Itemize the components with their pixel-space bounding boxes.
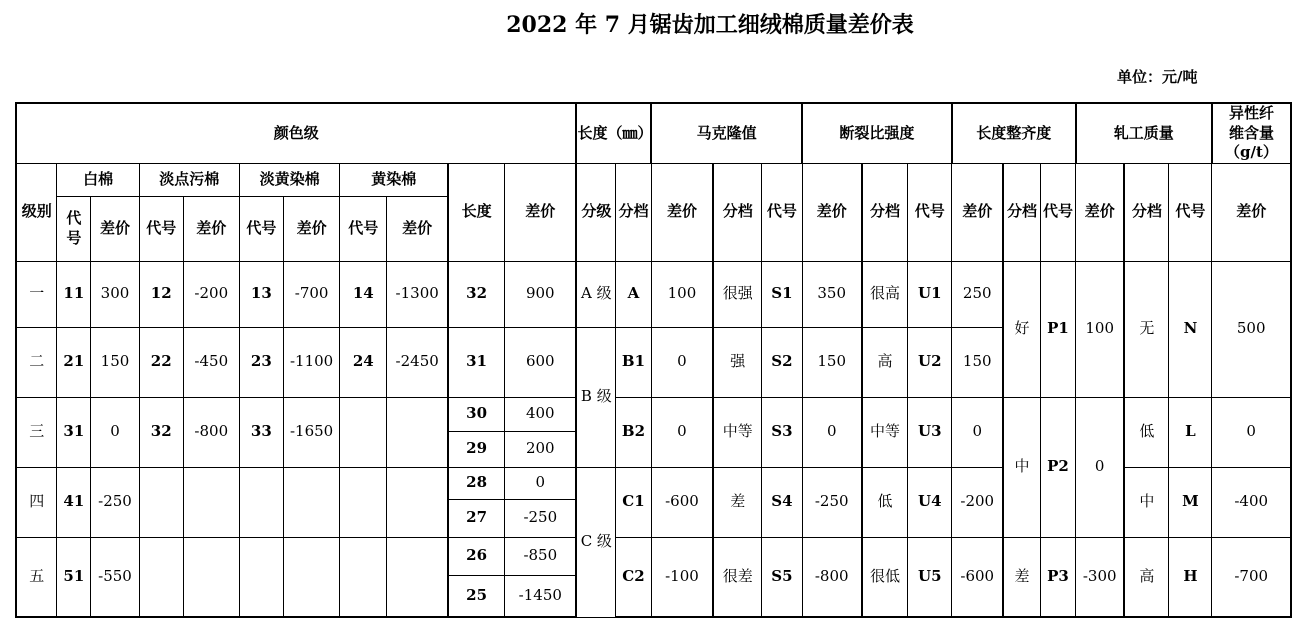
uni-diff: 0: [952, 397, 1003, 467]
spotted-diff-header: 差价: [183, 196, 239, 261]
ff-tier: 低: [1124, 397, 1169, 467]
mic-tier: C2: [616, 537, 652, 617]
grade-cell: 二: [16, 327, 57, 397]
uni-tier: 中等: [862, 397, 908, 467]
yellow-code: 14: [340, 261, 387, 327]
header-row-groups: [16, 103, 1291, 163]
gin-tier: 差: [1003, 537, 1040, 617]
length-diff: -850: [505, 537, 577, 575]
spotted-diff: [183, 467, 239, 537]
grade-cell: 三: [16, 397, 57, 467]
tinged-diff: -700: [283, 261, 339, 327]
uni-tier: 很低: [862, 537, 908, 617]
length-col-header: 长度: [448, 163, 505, 261]
str-code: S5: [762, 537, 802, 617]
length-diff: 600: [505, 327, 577, 397]
mic-tier: A: [616, 261, 652, 327]
length-value: 25: [448, 575, 505, 617]
gin-diff: 100: [1076, 261, 1124, 397]
grade-column-header: 级别: [16, 163, 57, 261]
page-title: 2022 年 7 月锯齿加工细绒棉质量差价表: [506, 12, 914, 38]
white-diff-header: 差价: [91, 196, 139, 261]
spotted-diff: [183, 537, 239, 617]
length-header: 长度（㎜）: [576, 103, 651, 163]
yellow-diff: [387, 537, 448, 617]
ff-diff: 0: [1212, 397, 1291, 467]
white-diff: 150: [91, 327, 139, 397]
str-code: S2: [762, 327, 802, 397]
mic-tier: B1: [616, 327, 652, 397]
mic-level: B 级: [576, 327, 615, 467]
length-diff: 900: [505, 261, 577, 327]
white-code-header: 代号: [57, 196, 91, 261]
white-code: 11: [57, 261, 91, 327]
tinged-code-header: 代号: [239, 196, 283, 261]
grade-cell: 五: [16, 537, 57, 617]
white-code: 21: [57, 327, 91, 397]
str-diff: 150: [802, 327, 862, 397]
ff-code: N: [1169, 261, 1212, 397]
spotted-diff: -200: [183, 261, 239, 327]
uni-tier: 很高: [862, 261, 908, 327]
length-value: 31: [448, 327, 505, 397]
length-value: 27: [448, 499, 505, 537]
table-row: [16, 397, 1291, 431]
mic-diff: 100: [651, 261, 713, 327]
ff-code-header: 代号: [1169, 163, 1212, 261]
tinged-diff: -1100: [283, 327, 339, 397]
micronaire-header: 马克隆值: [651, 103, 802, 163]
yellow-code: [340, 467, 387, 537]
white-code: 41: [57, 467, 91, 537]
mic-tier: C1: [616, 467, 652, 537]
ff-code: H: [1169, 537, 1212, 617]
length-value: 28: [448, 467, 505, 499]
white-code: 51: [57, 537, 91, 617]
spotted-code: 12: [139, 261, 183, 327]
uni-diff: 150: [952, 327, 1003, 397]
length-diff-header: 差价: [505, 163, 577, 261]
tinged-code: [239, 467, 283, 537]
yellow-diff-header: 差价: [387, 196, 448, 261]
str-code: S4: [762, 467, 802, 537]
white-diff: 0: [91, 397, 139, 467]
ff-tier: 高: [1124, 537, 1169, 617]
str-tier: 很差: [713, 537, 762, 617]
ff-tier-header: 分档: [1124, 163, 1169, 261]
spotted-code: [139, 537, 183, 617]
mic-tier-header: 分档: [616, 163, 652, 261]
grade-cell: 一: [16, 261, 57, 327]
gin-tier-header: 分档: [1003, 163, 1040, 261]
mic-diff: 0: [651, 397, 713, 467]
mic-level-header: 分级: [576, 163, 615, 261]
white-diff: -250: [91, 467, 139, 537]
str-diff: 0: [802, 397, 862, 467]
uni-code: U2: [908, 327, 952, 397]
mic-level: A 级: [576, 261, 615, 327]
tinged-diff: -1650: [283, 397, 339, 467]
str-diff: -800: [802, 537, 862, 617]
tinged-diff: [283, 537, 339, 617]
white-cotton-header: 白棉: [57, 163, 139, 196]
yellow-diff: [387, 467, 448, 537]
tinged-code: 33: [239, 397, 283, 467]
uni-code: U4: [908, 467, 952, 537]
tinged-code: 23: [239, 327, 283, 397]
tinged-code: 13: [239, 261, 283, 327]
header-row-subgroups: [16, 163, 1291, 196]
gin-code-header: 代号: [1040, 163, 1075, 261]
yellow-code: 24: [340, 327, 387, 397]
white-diff: -550: [91, 537, 139, 617]
uni-diff: -600: [952, 537, 1003, 617]
length-value: 26: [448, 537, 505, 575]
gin-diff-header: 差价: [1076, 163, 1124, 261]
length-diff: 0: [505, 467, 577, 499]
uni-code: U1: [908, 261, 952, 327]
ff-code: L: [1169, 397, 1212, 467]
grade-cell: 四: [16, 467, 57, 537]
uni-tier: 高: [862, 327, 908, 397]
uni-diff-header: 差价: [952, 163, 1003, 261]
mic-diff-header: 差价: [651, 163, 713, 261]
uniformity-header: 长度整齐度: [952, 103, 1076, 163]
white-code: 31: [57, 397, 91, 467]
yellow-stained-header: 黄染棉: [340, 163, 448, 196]
length-value: 30: [448, 397, 505, 431]
gin-tier: 中: [1003, 397, 1040, 537]
spotted-code: 22: [139, 327, 183, 397]
ff-diff: -400: [1212, 467, 1291, 537]
str-tier: 中等: [713, 397, 762, 467]
table-row: [16, 261, 1291, 327]
tinged-code: [239, 537, 283, 617]
length-value: 29: [448, 431, 505, 467]
gin-code: P1: [1040, 261, 1075, 397]
tinged-diff-header: 差价: [283, 196, 339, 261]
gin-code: P2: [1040, 397, 1075, 537]
mic-level: C 级: [576, 467, 615, 617]
mic-diff: -600: [651, 467, 713, 537]
white-diff: 300: [91, 261, 139, 327]
uni-code: U5: [908, 537, 952, 617]
color-grade-header: 颜色级: [16, 103, 576, 163]
yellow-code: [340, 537, 387, 617]
ff-diff: -700: [1212, 537, 1291, 617]
str-tier-header: 分档: [713, 163, 762, 261]
tinged-cotton-header: 淡黄染棉: [239, 163, 340, 196]
gin-code: P3: [1040, 537, 1075, 617]
table-row: [16, 537, 1291, 575]
ff-tier: 中: [1124, 467, 1169, 537]
uni-diff: -200: [952, 467, 1003, 537]
yellow-code-header: 代号: [340, 196, 387, 261]
ff-tier: 无: [1124, 261, 1169, 397]
uni-tier-header: 分档: [862, 163, 908, 261]
uni-tier: 低: [862, 467, 908, 537]
yellow-diff: -2450: [387, 327, 448, 397]
spotted-code-header: 代号: [139, 196, 183, 261]
str-tier: 差: [713, 467, 762, 537]
uni-code: U3: [908, 397, 952, 467]
unit-label: 单位：元/吨: [1117, 68, 1198, 86]
price-difference-table: [15, 102, 1292, 618]
uni-diff: 250: [952, 261, 1003, 327]
spotted-code: [139, 467, 183, 537]
str-code-header: 代号: [762, 163, 802, 261]
ff-diff: 500: [1212, 261, 1291, 397]
strength-header: 断裂比强度: [802, 103, 952, 163]
tinged-diff: [283, 467, 339, 537]
yellow-diff: -1300: [387, 261, 448, 327]
yellow-code: [340, 397, 387, 467]
gin-tier: 好: [1003, 261, 1040, 397]
mic-tier: B2: [616, 397, 652, 467]
spotted-code: 32: [139, 397, 183, 467]
str-code: S1: [762, 261, 802, 327]
gin-diff: -300: [1076, 537, 1124, 617]
length-diff: 200: [505, 431, 577, 467]
uni-code-header: 代号: [908, 163, 952, 261]
ff-diff-header: 差价: [1212, 163, 1291, 261]
length-diff: -1450: [505, 575, 577, 617]
spotted-diff: -450: [183, 327, 239, 397]
spotted-cotton-header: 淡点污棉: [139, 163, 239, 196]
str-diff: -250: [802, 467, 862, 537]
length-diff: 400: [505, 397, 577, 431]
length-value: 32: [448, 261, 505, 327]
mic-diff: 0: [651, 327, 713, 397]
ginning-header: 轧工质量: [1076, 103, 1212, 163]
foreign-fiber-header: 异性纤维含量（g/t）: [1212, 103, 1291, 163]
spotted-diff: -800: [183, 397, 239, 467]
ff-code: M: [1169, 467, 1212, 537]
yellow-diff: [387, 397, 448, 467]
str-code: S3: [762, 397, 802, 467]
str-tier: 强: [713, 327, 762, 397]
str-tier: 很强: [713, 261, 762, 327]
str-diff-header: 差价: [802, 163, 862, 261]
mic-diff: -100: [651, 537, 713, 617]
length-diff: -250: [505, 499, 577, 537]
gin-diff: 0: [1076, 397, 1124, 537]
str-diff: 350: [802, 261, 862, 327]
